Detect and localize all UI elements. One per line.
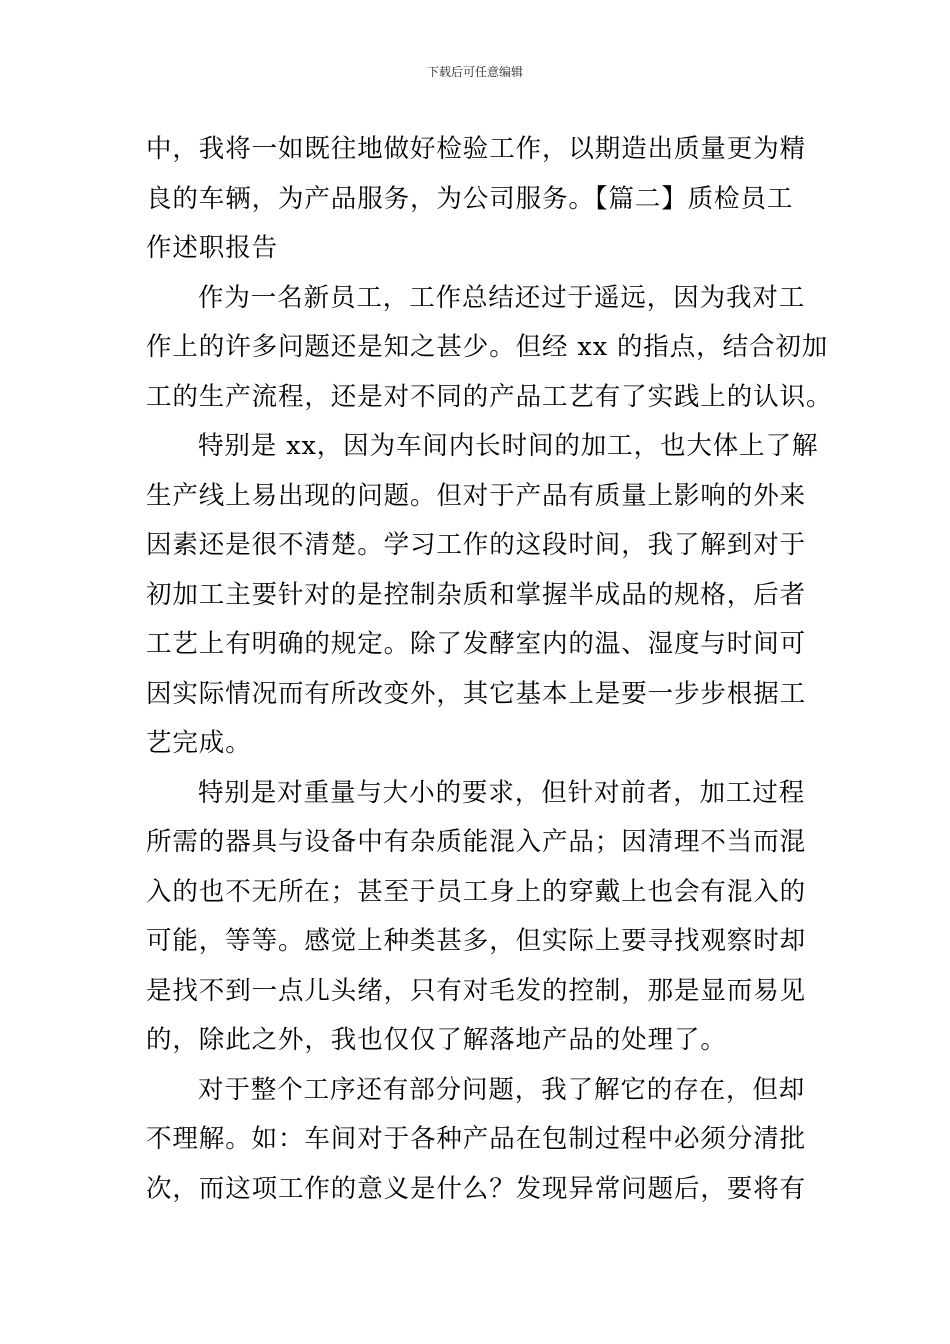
text-line: 不理解。如：车间对于各种产品在包制过程中必须分清批 [146,1124,807,1154]
text-line: 是找不到一点儿头绪，只有对毛发的控制，那是显而易见 [146,975,807,1006]
paragraph-4 [146,769,810,1066]
text-line: 可能，等等。感觉上种类甚多，但实际上要寻找观察时却 [146,926,807,956]
text-line: 作上的许多问题还是知之甚少。但经 xx 的指点，结合初加 [146,332,829,362]
text-line: 作为一名新员工，工作总结还过于遥远，因为我对工 [198,282,806,313]
text-line: 作述职报告 [146,233,279,263]
paragraph-5 [146,1066,810,1215]
text-line: 的，除此之外，我也仅仅了解落地产品的处理了。 [146,1025,727,1055]
text-line: 次，而这项工作的意义是什么？发现异常问题后，要将有 [146,1173,807,1204]
header-note: 下载后可任意编辑 [426,65,523,79]
text-line: 因实际情况而有所改变外，其它基本上是要一步步根据工 [146,678,807,709]
text-line: 工的生产流程，还是对不同的产品工艺有了实践上的认识。 [146,381,833,412]
text-line: 工艺上有明确的规定。除了发酵室内的温、湿度与时间可 [146,629,807,659]
text-line: 初加工主要针对的是控制杂质和掌握半成品的规格，后者 [146,579,807,610]
text-line: 艺完成。 [146,728,252,758]
paragraph-2 [146,274,833,423]
text-line: 特别是 xx，因为车间内长时间的加工，也大体上了解 [198,431,819,461]
text-line: 特别是对重量与大小的要求，但针对前者，加工过程 [198,777,806,808]
text-line: 所需的器具与设备中有杂质能混入产品；因清理不当而混 [146,827,807,857]
text-line: 对于整个工序还有部分问题，我了解它的存在，但却 [198,1074,806,1105]
text-line: 中，我将一如既往地做好检验工作，以期造出质量更为精 [146,134,807,164]
text-line: 入的也不无所在；甚至于员工身上的穿戴上也会有混入的 [146,876,807,907]
text-line: 因素还是很不清楚。学习工作的这段时间，我了解到对于 [146,530,807,560]
text-line: 生产线上易出现的问题。但对于产品有质量上影响的外来 [146,480,807,511]
document-body [146,125,833,1214]
text-line: 良的车辆，为产品服务，为公司服务。【篇二】质检员工 [146,183,794,214]
paragraph-1 [146,125,810,274]
paragraph-3 [146,422,819,769]
